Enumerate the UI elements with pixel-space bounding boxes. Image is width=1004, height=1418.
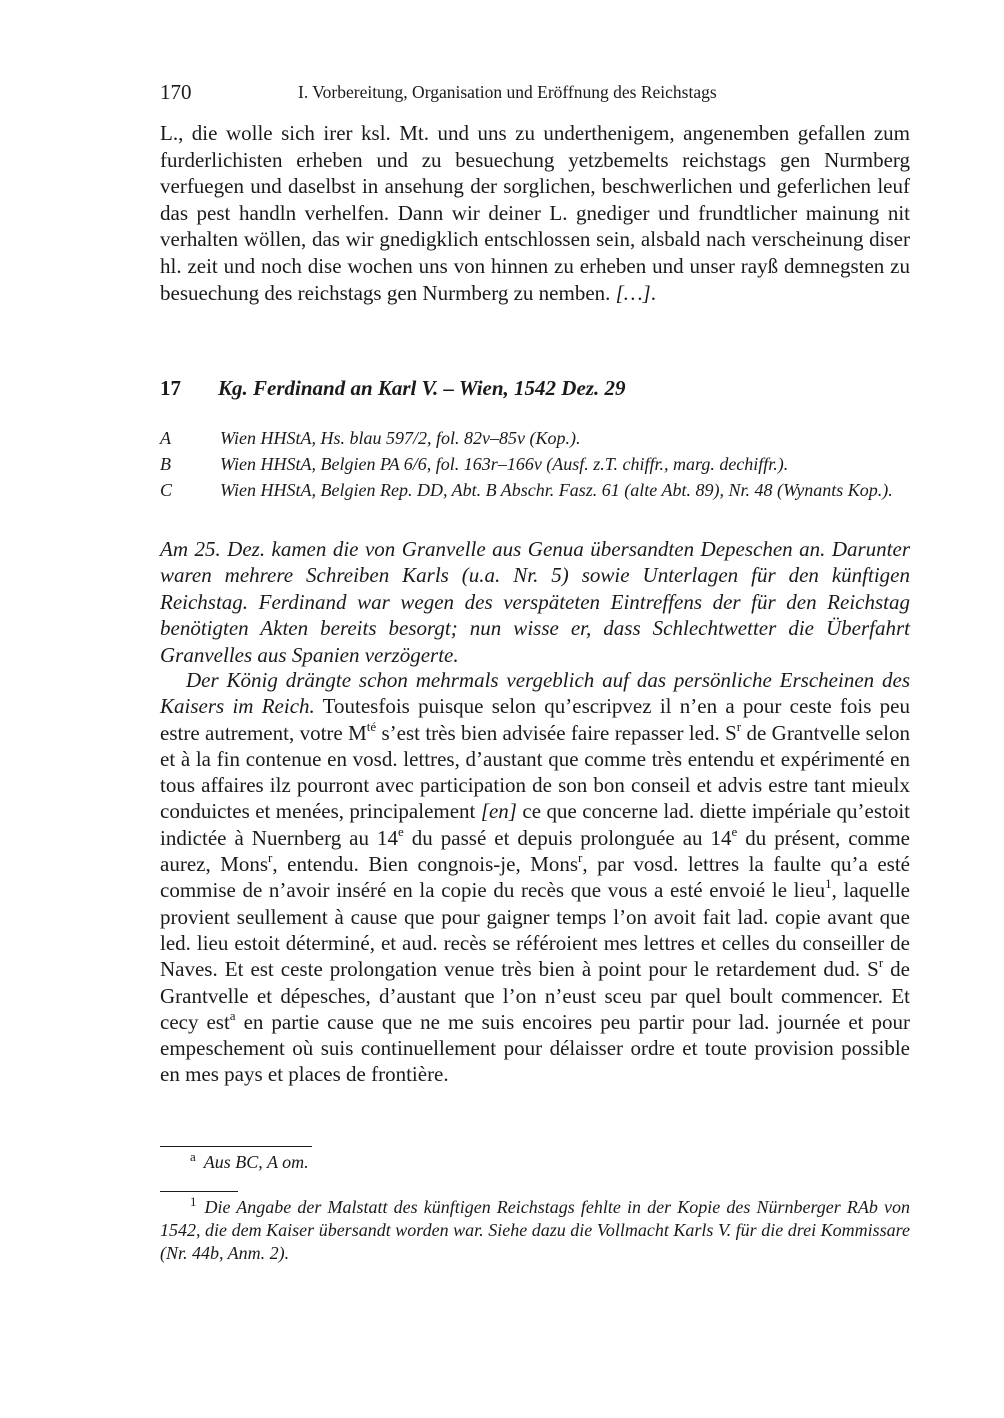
superscript: a [229, 1007, 236, 1023]
superscript: e [731, 823, 738, 839]
text-segment: , laquelle provient seullement à cause que pour gaigner temps l’on avoit fait lad. copie avant que led. lieu estoit déterminé, et aud. recès se référoient mes lettres et celles du conseiller de Naves. Et est ceste prolongation venue très bien à point pour le retardement dud. S [160, 878, 910, 982]
omission-mark: […] [615, 280, 651, 305]
end-punctuation: . [650, 280, 656, 305]
footnote-rule-commentary [160, 1191, 238, 1192]
document-number: 17 [160, 376, 181, 400]
preceding-paragraph [160, 120, 910, 306]
source-text: Wien HHStA, Belgien Rep. DD, Abt. B Abschr. Fasz. 61 (alte Abt. 89), Nr. 48 (Wynants Kop.). [220, 480, 893, 500]
source-text: Wien HHStA, Hs. blau 597/2, fol. 82v–85v (Kop.). [220, 428, 581, 448]
text-segment: de Grantvelle selon et à la fin contenue en vosd. lettres, d’austant que comme très entendu et expérimenté en tous affaires ilz pourront avec participation de son bon conseil et advis estre tant mieulx conduictes et menées, principalement [160, 720, 910, 824]
regest [160, 536, 910, 668]
document-title: Kg. Ferdinand an Karl V. – Wien, 1542 Dez. 29 [218, 376, 626, 400]
text-segment: , par vosd. lettres la faulte qu’a esté commise de n’avoir inséré en la copie du recès que vous a esté envoié le lieu [160, 852, 910, 903]
editorial-insertion: [en] [480, 799, 517, 824]
footnote-mark: a [190, 1149, 196, 1164]
running-head [160, 80, 910, 108]
main-italic-intro: Der König drängte schon mehrmals vergeblich auf das persönliche Erscheinen des Kaisers im Reich. [160, 668, 910, 719]
text-segment: Toutesfois puisque selon qu’escripvez il n’en a pour ceste fois peu estre autrement, votre M [160, 694, 911, 745]
superscript: r [736, 718, 742, 734]
regest-text: Am 25. Dez. kamen die von Granvelle aus Genua übersandten Depeschen an. Darunter waren mehrere Schreiben Karls (u.a. Nr. 5) sowie Unterlagen für den künftigen Reichstag. Ferdinand war wegen des verspäteten Eintreffens der für den Reichstag benötigten Akten bereits besorgt; nun wisse er, dass Schlechtwetter die Überfahrt Granvelles aus Spanien verzögerte. [160, 537, 910, 667]
superscript: 1 [825, 876, 832, 892]
source-siglum: C [160, 480, 173, 500]
running-title: I. Vorbereitung, Organisation und Eröffnung des Reichstags [298, 82, 717, 102]
preceding-paragraph-text: L., die wolle sich irer ksl. Mt. und uns zu underthenigem, angenemben gefallen zum furderlichisten erheben und zu besuechung yetzbemelts reichstags gen Nurmberg verfuegen und daselbst in ansehung der sorglichen, beschwerlichen und geferlichen leuf das pest handln verhelfen. Dann wir deiner L. gnediger und frundtlicher mainung nit verhalten wöllen, das wir gnedigklich entschlossen sein, alsbald nach verscheinung diser hl. zeit und noch dise wochen uns von hinnen zu erheben und unser rayß demnegsten zu besuechung des reichstags gen Nurmberg zu nemben. [160, 121, 910, 305]
source-list [160, 425, 910, 503]
source-row [160, 451, 910, 477]
footnote-mark: 1 [190, 1194, 197, 1209]
superscript: té [366, 718, 377, 734]
source-siglum: A [160, 428, 171, 448]
superscript: r [268, 850, 273, 866]
source-siglum: B [160, 454, 171, 474]
main-paragraph [160, 667, 910, 1088]
source-row [160, 425, 910, 451]
document-main-text [160, 667, 910, 1088]
source-row [160, 477, 910, 503]
text-segment: , entendu. Bien congnois-je, Mons [272, 852, 579, 877]
page-number: 170 [160, 80, 192, 104]
footnote-rule-textual [160, 1146, 312, 1147]
footnote-commentary [160, 1196, 910, 1265]
footnote-text: Die Angabe der Malstatt des künftigen Reichstags fehlte in der Kopie des Nürnberger RAb von 1542, die dem Kaiser übersandt worden war. Siehe dazu die Vollmacht Karls V. für die drei Kommissare (Nr. 44b, Anm. 2). [160, 1197, 910, 1263]
text-segment: de Grantvelle et dépesches, d’austant que l’on n’eust sceu par quel boult commencer. Et cecy est [160, 957, 911, 1034]
text-segment: s’est très bien advisée faire repasser led. S [376, 720, 737, 745]
text-segment: du présent, comme aurez, Mons [160, 825, 911, 877]
superscript: e [398, 823, 404, 839]
footnote-text: Aus BC, A om. [203, 1152, 309, 1172]
superscript: r [878, 955, 884, 971]
preceding-document-text [160, 120, 910, 306]
source-text: Wien HHStA, Belgien PA 6/6, fol. 163r–166v (Ausf. z.T. chiffr., marg. dechiffr.). [220, 454, 789, 474]
superscript: r [578, 850, 583, 866]
footnote-textual [160, 1151, 910, 1174]
text-segment: en partie cause que ne me suis encoires peu partir pour lad. journée et pour empeschement où suis continuellement pour délaisser ordre et toute provision possible en mes pays et places de frontière. [160, 1009, 911, 1087]
text-segment: du passé et depuis prolonguée au 14 [403, 825, 732, 850]
text-segment: ce que concerne lad. diette impériale qu’estoit indictée à Nuernberg au 14 [160, 799, 910, 850]
